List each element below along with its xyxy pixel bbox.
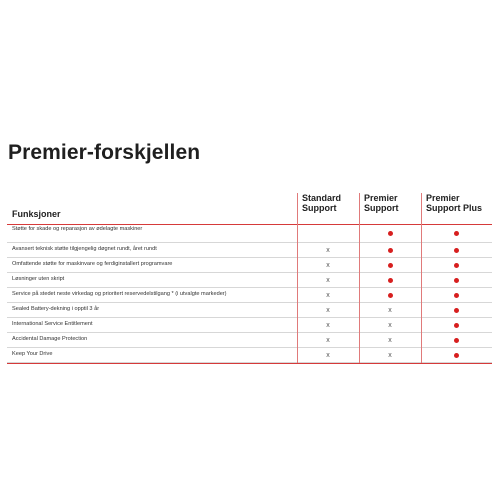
column-header-line: Support bbox=[364, 203, 399, 213]
availability-cell bbox=[421, 224, 492, 242]
availability-cell bbox=[421, 333, 492, 347]
column-divider bbox=[297, 193, 298, 363]
availability-cell bbox=[359, 318, 421, 332]
column-header-premier-support bbox=[359, 193, 421, 224]
availability-cell bbox=[359, 243, 421, 257]
availability-cell bbox=[359, 348, 421, 362]
not-included-x-icon: x bbox=[388, 306, 392, 314]
availability-cell bbox=[421, 243, 492, 257]
not-included-x-icon: x bbox=[326, 276, 330, 284]
included-dot-icon bbox=[388, 293, 393, 298]
feature-label: Støtte for skade og reparasjon av ødelagte maskiner bbox=[12, 226, 143, 232]
availability-cell bbox=[359, 333, 421, 347]
included-dot-icon bbox=[388, 231, 393, 236]
not-included-x-icon: x bbox=[326, 336, 330, 344]
availability-cell bbox=[421, 273, 492, 287]
availability-cell bbox=[359, 303, 421, 317]
feature-label: Avansert teknisk støtte tilgjengelig døgnet rundt, året rundt bbox=[12, 246, 157, 252]
included-dot-icon bbox=[454, 323, 459, 328]
table-row bbox=[7, 258, 492, 273]
availability-cell bbox=[359, 258, 421, 272]
not-included-x-icon: x bbox=[388, 351, 392, 359]
table-row bbox=[7, 348, 492, 363]
table-row bbox=[7, 318, 492, 333]
included-dot-icon bbox=[454, 308, 459, 313]
feature-label: Omfattende støtte for maskinvare og ferdiginstallert programvare bbox=[12, 261, 173, 267]
not-included-x-icon: x bbox=[326, 246, 330, 254]
availability-cell bbox=[359, 224, 421, 242]
feature-label: Keep Your Drive bbox=[12, 351, 53, 357]
table-row bbox=[7, 303, 492, 318]
not-included-x-icon: x bbox=[326, 306, 330, 314]
not-included-x-icon: x bbox=[326, 261, 330, 269]
included-dot-icon bbox=[454, 278, 459, 283]
included-dot-icon bbox=[454, 353, 459, 358]
availability-cell bbox=[421, 288, 492, 302]
column-divider bbox=[359, 193, 360, 363]
availability-cell bbox=[297, 348, 359, 362]
column-header-line: Support bbox=[302, 203, 337, 213]
not-included-x-icon: x bbox=[388, 321, 392, 329]
availability-cell bbox=[297, 243, 359, 257]
column-header-line: Standard bbox=[302, 193, 342, 203]
table-row bbox=[7, 224, 492, 243]
feature-label: Service på stedet neste virkedag og prioritert reservedelstilgang * (i utvalgte markeder) bbox=[12, 291, 227, 297]
column-header-premier-support-plus bbox=[421, 193, 492, 224]
column-header-line: Premier bbox=[426, 193, 460, 203]
table-row bbox=[7, 288, 492, 303]
column-header-line: Support Plus bbox=[426, 203, 482, 213]
column-header-standard-support bbox=[297, 193, 359, 224]
included-dot-icon bbox=[454, 231, 459, 236]
table-body bbox=[7, 224, 492, 363]
included-dot-icon bbox=[454, 248, 459, 253]
table-header bbox=[7, 193, 492, 224]
feature-label: Løsninger uten skript bbox=[12, 276, 65, 282]
availability-cell bbox=[297, 318, 359, 332]
availability-cell bbox=[297, 258, 359, 272]
feature-label: Accidental Damage Protection bbox=[12, 336, 88, 342]
availability-cell bbox=[297, 224, 359, 242]
availability-cell bbox=[421, 303, 492, 317]
column-header-line: Premier bbox=[364, 193, 398, 203]
table-row bbox=[7, 333, 492, 348]
table-bottom-divider bbox=[7, 363, 492, 364]
availability-cell bbox=[297, 333, 359, 347]
included-dot-icon bbox=[388, 263, 393, 268]
included-dot-icon bbox=[388, 248, 393, 253]
feature-column-header: Funksjoner bbox=[12, 209, 61, 219]
availability-cell bbox=[297, 273, 359, 287]
availability-cell bbox=[359, 273, 421, 287]
included-dot-icon bbox=[388, 278, 393, 283]
feature-label: International Service Entitlement bbox=[12, 321, 93, 327]
availability-cell bbox=[421, 258, 492, 272]
feature-label: Sealed Battery-dekning i opptil 3 år bbox=[12, 306, 100, 312]
availability-cell bbox=[297, 303, 359, 317]
column-divider bbox=[421, 193, 422, 363]
included-dot-icon bbox=[454, 338, 459, 343]
included-dot-icon bbox=[454, 293, 459, 298]
not-included-x-icon: x bbox=[326, 321, 330, 329]
availability-cell bbox=[421, 318, 492, 332]
not-included-x-icon: x bbox=[326, 351, 330, 359]
table-row bbox=[7, 273, 492, 288]
not-included-x-icon: x bbox=[388, 336, 392, 344]
availability-cell bbox=[421, 348, 492, 362]
page-title: Premier-forskjellen bbox=[8, 141, 201, 164]
comparison-table bbox=[7, 193, 492, 359]
availability-cell bbox=[297, 288, 359, 302]
included-dot-icon bbox=[454, 263, 459, 268]
availability-cell bbox=[359, 288, 421, 302]
not-included-x-icon: x bbox=[326, 291, 330, 299]
table-row bbox=[7, 243, 492, 258]
